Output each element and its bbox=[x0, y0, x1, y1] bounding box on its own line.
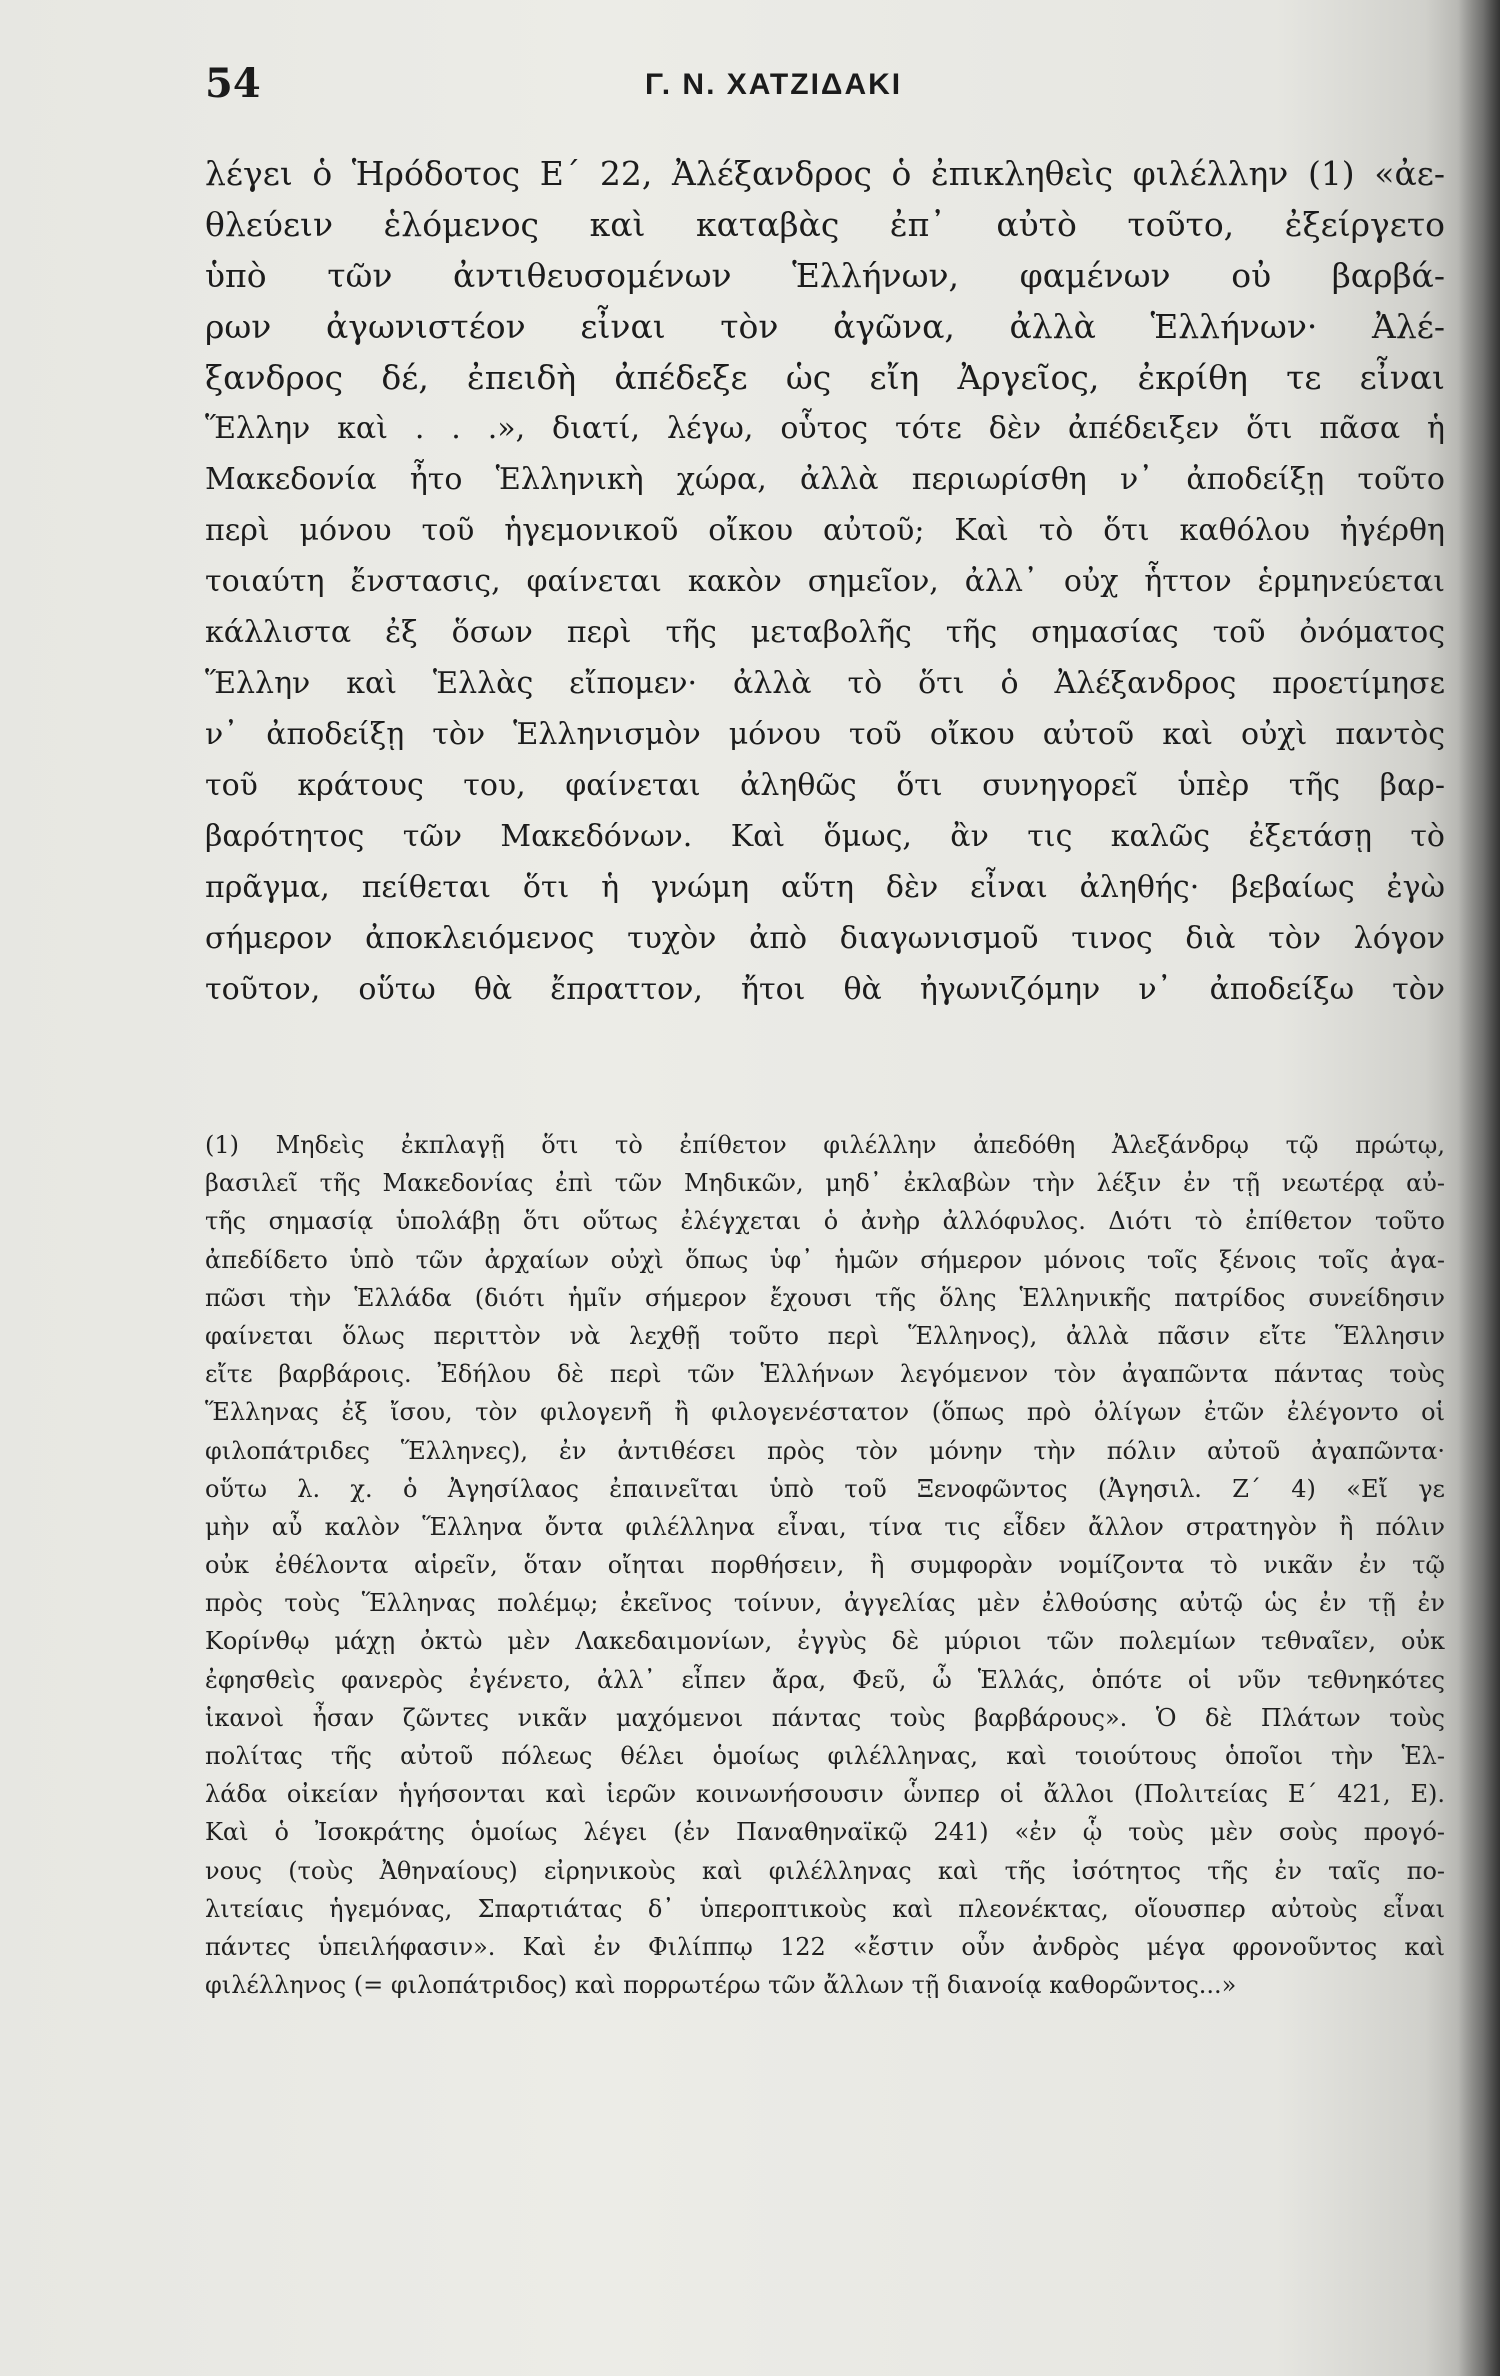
page-edge-shadow bbox=[1458, 0, 1500, 2376]
running-head bbox=[205, 60, 1435, 120]
footnote-line: νους (τοὺς Ἀθηναίους) εἰρηνικοὺς καὶ φιλέλληνας καὶ τῆς ἰσότητος τῆς ἐν ταῖς πο- bbox=[205, 1856, 1445, 1885]
footnote-line: εἴτε βαρβάροις. Ἐδήλου δὲ περὶ τῶν Ἑλλήνων λεγόμενον τὸν ἀγαπῶντα πάντας τοὺς bbox=[205, 1360, 1445, 1389]
main-text-line: Μακεδονία ἦτο Ἑλληνικὴ χώρα, ἀλλὰ περιωρίσθη ν᾽ ἀποδείξῃ τοῦτο bbox=[205, 462, 1445, 497]
footnote-line: οὐκ ἐθέλοντα αἱρεῖν, ὅταν οἴηται πορθήσειν, ἢ συμφορὰν νομίζοντα τὸ νικᾶν ἐν τῷ bbox=[205, 1551, 1445, 1580]
footnote-line: πολίτας τῆς αὐτοῦ πόλεως θέλει ὁμοίως φιλέλληνας, καὶ τοιούτους ὁποῖοι τὴν Ἑλ- bbox=[205, 1742, 1445, 1770]
main-text-line: περὶ μόνου τοῦ ἡγεμονικοῦ οἴκου αὐτοῦ; Καὶ τὸ ὅτι καθόλου ἠγέρθη bbox=[205, 513, 1445, 548]
footnote-line: λάδα οἰκείαν ἡγήσονται καὶ ἱερῶν κοινωνήσουσιν ὧνπερ οἱ ἄλλοι (Πολιτείας Ε΄ 421, Ε). bbox=[205, 1780, 1445, 1809]
footnote-line: Ἕλληνας ἐξ ἴσου, τὸν φιλογενῆ ἢ φιλογενέστατον (ὅπως πρὸ ὀλίγων ἐτῶν ἐλέγοντο οἱ bbox=[205, 1398, 1445, 1427]
footnote-line: φιλοπάτριδες Ἕλληνες), ἐν ἀντιθέσει πρὸς τὸν μόνην τὴν πόλιν αὐτοῦ ἀγαπῶντα· bbox=[205, 1436, 1445, 1465]
main-text-line: Ἕλλην καὶ . . .», διατί, λέγω, οὗτος τότε δὲν ἀπέδειξεν ὅτι πᾶσα ἡ bbox=[205, 411, 1445, 446]
main-text-line: τοῦ κράτους του, φαίνεται ἀληθῶς ὅτι συνηγορεῖ ὑπὲρ τῆς βαρ- bbox=[205, 768, 1445, 803]
footnote-line: Κορίνθῳ μάχῃ ὀκτὼ μὲν Λακεδαιμονίων, ἐγγὺς δὲ μύριοι τῶν πολεμίων τεθναῖεν, οὐκ bbox=[205, 1627, 1445, 1656]
main-text-line: πρᾶγμα, πείθεται ὅτι ἡ γνώμη αὕτη δὲν εἶναι ἀληθής· βεβαίως ἐγὼ bbox=[205, 870, 1445, 905]
main-text-line: Ἕλλην καὶ Ἑλλὰς εἴπομεν· ἀλλὰ τὸ ὅτι ὁ Ἀλέξανδρος προετίμησε bbox=[205, 666, 1445, 701]
page-number: 54 bbox=[205, 60, 261, 107]
footnote-line: οὕτω λ. χ. ὁ Ἀγησίλαος ἐπαινεῖται ὑπὸ τοῦ Ξενοφῶντος (Ἀγησιλ. Ζ΄ 4) «Εἴ γε bbox=[205, 1474, 1445, 1503]
footnote-line: πάντες ὑπειλήφασιν». Καὶ ἐν Φιλίππῳ 122 «ἔστιν οὖν ἀνδρὸς μέγα φρονοῦντος καὶ bbox=[205, 1932, 1445, 1961]
footnote-line: Καὶ ὁ Ἰσοκράτης ὁμοίως λέγει (ἐν Παναθηναϊκῷ 241) «ἐν ᾧ τοὺς μὲν σοὺς προγό- bbox=[205, 1818, 1445, 1847]
main-text bbox=[205, 148, 1445, 1015]
main-text-line: ὑπὸ τῶν ἀντιθευσομένων Ἑλλήνων, φαμένων οὐ βαρβά- bbox=[205, 256, 1445, 295]
running-head-author: Γ. Ν. ΧΑΤΖΙΔΑΚΙ bbox=[645, 68, 903, 101]
footnote-line: βασιλεῖ τῆς Μακεδονίας ἐπὶ τῶν Μηδικῶν, μηδ᾽ ἐκλαβὼν τὴν λέξιν ἐν τῇ νεωτέρᾳ αὐ- bbox=[205, 1169, 1445, 1198]
main-text-line: σήμερον ἀποκλειόμενος τυχὸν ἀπὸ διαγωνισμοῦ τινος διὰ τὸν λόγον bbox=[205, 921, 1445, 956]
footnote-line: λιτείαις ἡγεμόνας, Σπαρτιάτας δ᾽ ὑπεροπτικοὺς καὶ πλεονέκτας, οἵουσπερ αὐτοὺς εἶναι bbox=[205, 1894, 1445, 1923]
footnote-line: (1) Μηδεὶς ἐκπλαγῇ ὅτι τὸ ἐπίθετον φιλέλλην ἀπεδόθη Ἀλεξάνδρῳ τῷ πρώτῳ, bbox=[205, 1131, 1445, 1159]
main-text-line: τοιαύτη ἔνστασις, φαίνεται κακὸν σημεῖον, ἀλλ᾽ οὐχ ἧττον ἑρμηνεύεται bbox=[205, 564, 1445, 599]
main-text-line: ξανδρος δέ, ἐπειδὴ ἀπέδεξε ὡς εἴη Ἀργεῖος, ἐκρίθη τε εἶναι bbox=[205, 358, 1445, 397]
footnote bbox=[205, 1126, 1445, 2004]
footnote-line: φαίνεται ὅλως περιττὸν νὰ λεχθῇ τοῦτο περὶ Ἕλληνος), ἀλλὰ πᾶσιν εἴτε Ἕλλησιν bbox=[205, 1321, 1445, 1350]
main-text-line: θλεύειν ἑλόμενος καὶ καταβὰς ἐπ᾽ αὐτὸ τοῦτο, ἐξείργετο bbox=[205, 205, 1445, 244]
footnote-line: πῶσι τὴν Ἑλλάδα (διότι ἡμῖν σήμερον ἔχουσι τῆς ὅλης Ἑλληνικῆς πατρίδος συνείδησιν bbox=[205, 1283, 1445, 1312]
main-text-line: κάλλιστα ἐξ ὅσων περὶ τῆς μεταβολῆς τῆς σημασίας τοῦ ὀνόματος bbox=[205, 615, 1445, 650]
main-text-line: ρων ἀγωνιστέον εἶναι τὸν ἀγῶνα, ἀλλὰ Ἑλλήνων· Ἀλέ- bbox=[205, 307, 1445, 346]
main-text-line: λέγει ὁ Ἡρόδοτος Ε΄ 22, Ἀλέξανδρος ὁ ἐπικληθεὶς φιλέλλην (1) «ἀε- bbox=[205, 154, 1445, 193]
footnote-line: μὴν αὖ καλὸν Ἕλληνα ὄντα φιλέλληνα εἶναι, τίνα τις εἶδεν ἄλλον στρατηγὸν ἢ πόλιν bbox=[205, 1512, 1445, 1541]
footnote-line: ἀπεδίδετο ὑπὸ τῶν ἀρχαίων οὐχὶ ὅπως ὑφ᾽ ἡμῶν σήμερον μόνοις τοῖς ξένοις τοῖς ἀγα- bbox=[205, 1245, 1445, 1274]
footnote-line: ἱκανοὶ ἦσαν ζῶντες νικᾶν μαχόμενοι πάντας τοὺς βαρβάρους». Ὁ δὲ Πλάτων τοὺς bbox=[205, 1703, 1445, 1732]
footnote-line: πρὸς τοὺς Ἕλληνας πολέμῳ; ἐκεῖνος τοίνυν, ἀγγελίας μὲν ἐλθούσης αὐτῷ ὡς ἐν τῇ ἐν bbox=[205, 1589, 1445, 1618]
main-text-line: βαρότητος τῶν Μακεδόνων. Καὶ ὅμως, ἂν τις καλῶς ἐξετάσῃ τὸ bbox=[205, 819, 1445, 854]
footnote-line: φιλέλληνος (= φιλοπάτριδος) καὶ πορρωτέρω τῶν ἄλλων τῇ διανοίᾳ καθορῶντος...» bbox=[205, 1971, 1237, 2000]
footnote-line: τῆς σημασίᾳ ὑπολάβῃ ὅτι οὕτως ἐλέγχεται ὁ ἀνὴρ ἀλλόφυλος. Διότι τὸ ἐπίθετον τοῦτο bbox=[205, 1207, 1445, 1236]
main-text-line: τοῦτον, οὕτω θὰ ἔπραττον, ἤτοι θὰ ἠγωνιζόμην ν᾽ ἀποδείξω τὸν bbox=[205, 972, 1445, 1007]
main-text-line: ν᾽ ἀποδείξῃ τὸν Ἑλληνισμὸν μόνου τοῦ οἴκου αὐτοῦ καὶ οὐχὶ παντὸς bbox=[205, 717, 1445, 752]
footnote-line: ἐφησθεὶς φανερὸς ἐγένετο, ἀλλ᾽ εἶπεν ἄρα, Φεῦ, ὦ Ἑλλάς, ὁπότε οἱ νῦν τεθνηκότες bbox=[205, 1665, 1445, 1694]
